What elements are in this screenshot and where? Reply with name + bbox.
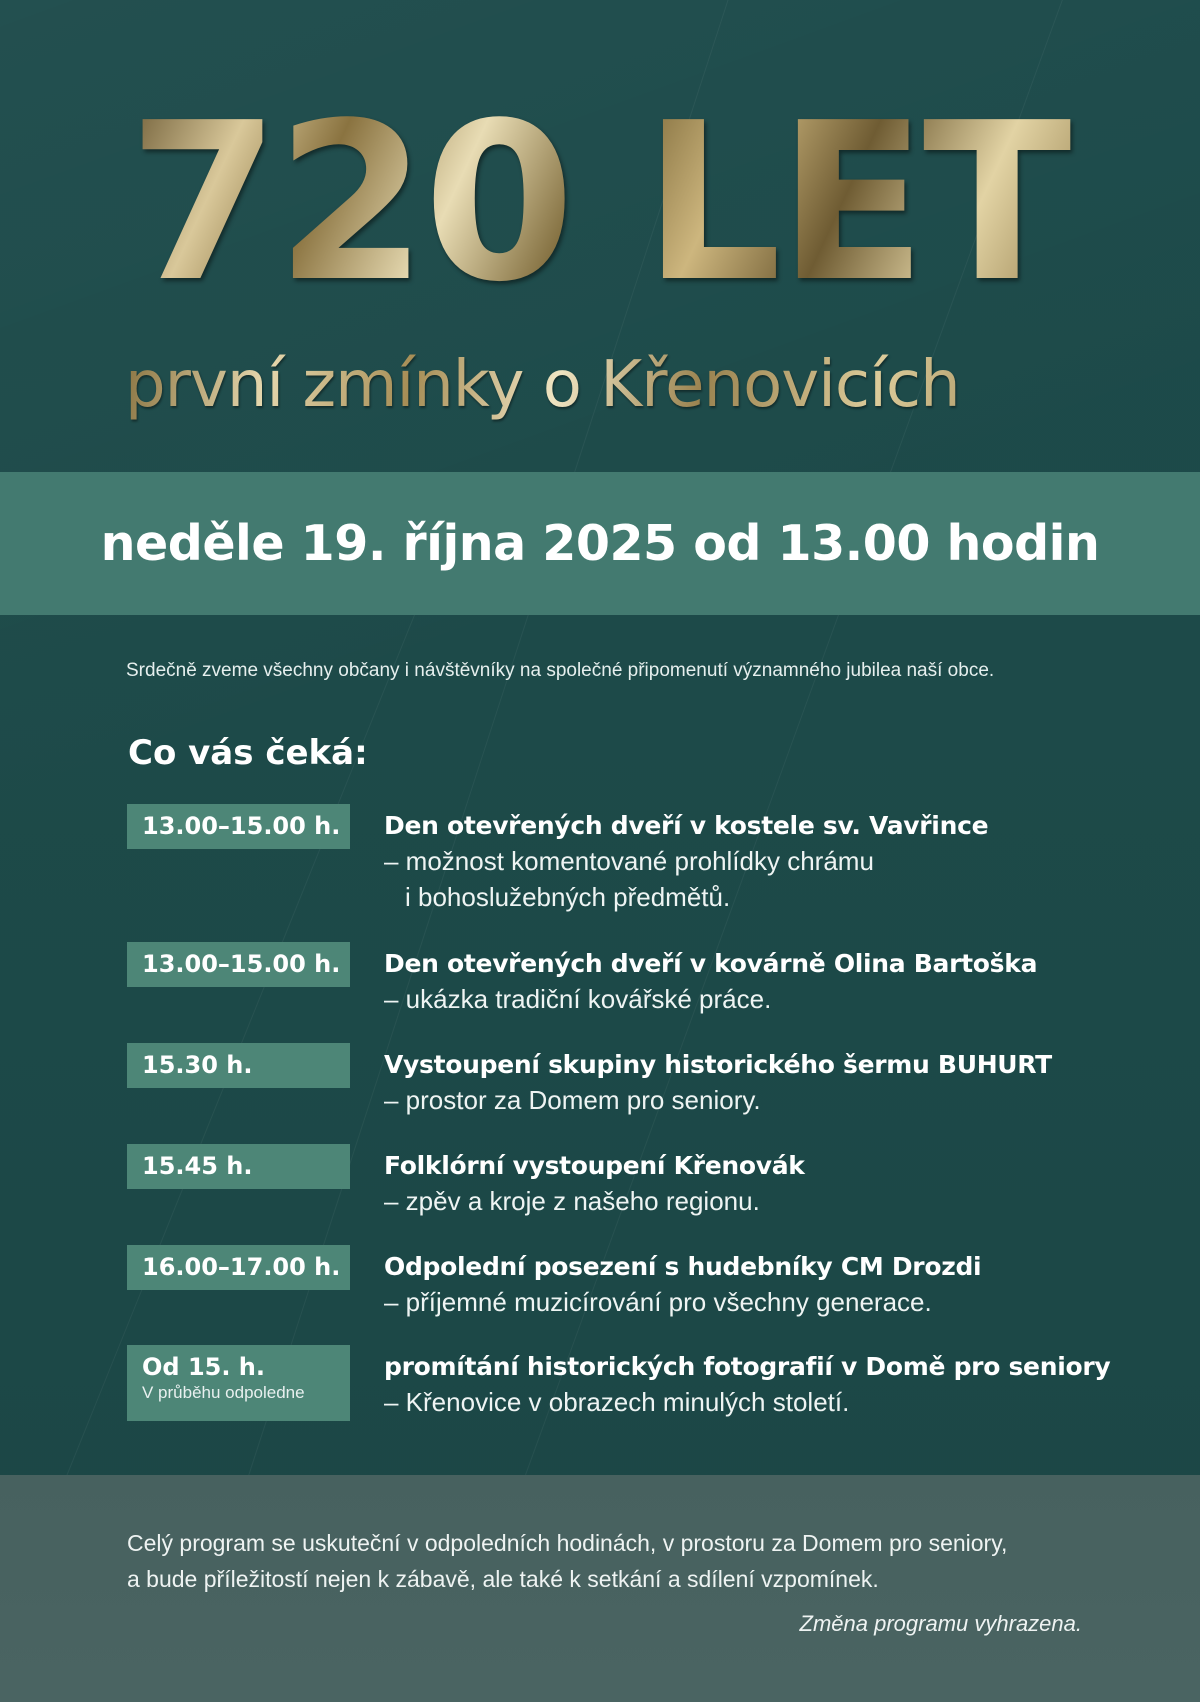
event-date: neděle 19. října 2025 od 13.00 hodin [100,515,1100,572]
time-label: Od 15. h. [142,1353,266,1381]
time-label: 15.30 h. [142,1051,253,1079]
footer-line: Celý program se uskuteční v odpoledních hodinách, v prostoru za Domem pro seniory, [127,1530,1008,1556]
footer [0,1475,1200,1702]
program-title: promítání historických fotografií v Domě pro seniory [384,1352,1111,1381]
time-label: 13.00–15.00 h. [142,812,341,840]
date-banner [0,472,1200,615]
program-detail: – zpěv a kroje z našeho regionu. [384,1186,760,1216]
program-detail: – prostor za Domem pro seniory. [384,1085,761,1115]
footer-text [127,1525,1087,1597]
main-title: 720 LET [128,95,1088,313]
program-title: Folklórní vystoupení Křenovák [384,1151,805,1180]
intro-text: Srdečně zveme všechny občany i návštěvníky na společné připomenutí významného jubilea naší obce. [126,660,995,681]
program-detail: – Křenovice v obrazech minulých století. [384,1387,850,1417]
time-label: 15.45 h. [142,1152,253,1180]
time-badge [127,942,350,987]
time-badge [127,1043,350,1088]
program-description [384,1149,1104,1219]
time-badge [127,1144,350,1189]
program-heading: Co vás čeká: [128,733,368,773]
program-description [384,1250,1104,1320]
program-detail: i bohoslužebných předmětů. [405,882,731,912]
time-badge [127,1345,350,1421]
subtitle: první zmínky o Křenovicích [125,345,1085,425]
program-description [384,1350,1111,1420]
time-badge [127,804,350,849]
footer-line: a bude příležitostí nejen k zábavě, ale také k setkání a sdílení vzpomínek. [127,1566,879,1592]
program-title: Den otevřených dveří v kostele sv. Vavřince [384,811,989,840]
time-label: 13.00–15.00 h. [142,950,341,978]
program-title: Odpolední posezení s hudebníky CM Drozdi [384,1252,982,1281]
program-detail: – ukázka tradiční kovářské práce. [384,984,772,1014]
program-description [384,1048,1104,1118]
program-description [384,947,1104,1017]
program-title: Den otevřených dveří v kovárně Olina Bartoška [384,949,1038,978]
time-badge [127,1245,350,1290]
time-note: V průběhu odpoledne [142,1383,305,1402]
program-title: Vystoupení skupiny historického šermu BUHURT [384,1050,1052,1079]
time-label: 16.00–17.00 h. [142,1253,341,1281]
title-section [0,0,1200,470]
footer-disclaimer: Změna programu vyhrazena. [799,1611,1082,1636]
program-detail: – možnost komentované prohlídky chrámu [384,846,874,876]
program-detail: – příjemné muzicírování pro všechny generace. [384,1287,932,1317]
program-description [384,809,1104,915]
